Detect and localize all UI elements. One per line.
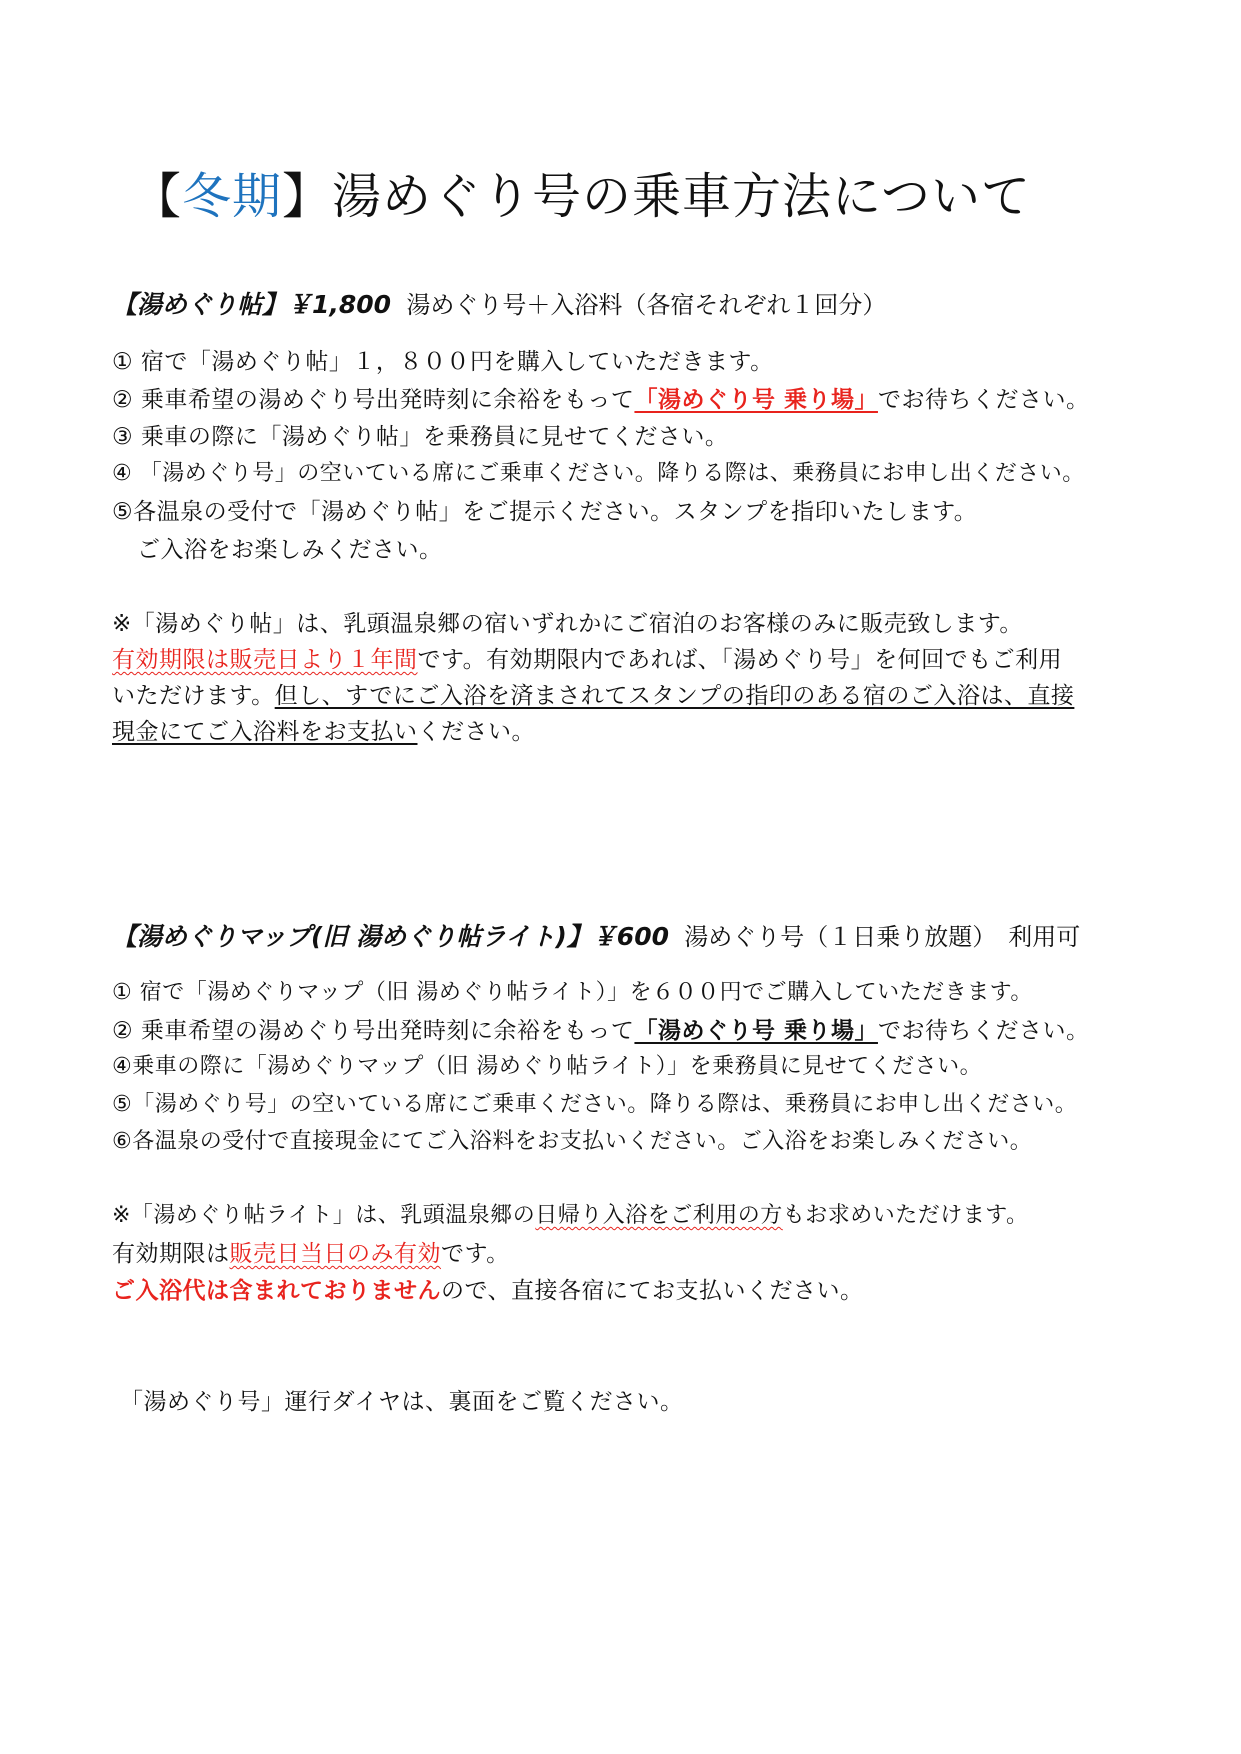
section2-step-2-text: ② 乗車希望の湯めぐり号出発時刻に余裕をもって [112,1018,635,1044]
section2-not-included: ご入浴代は含まれておりません [112,1278,441,1304]
section1-step-4: ④ 「湯めぐり号」の空いている席にご乗車ください。降りる際は、乗務員にお申し出ください。 [112,461,1085,486]
section1-step-2-end: でお待ちください。 [877,387,1090,413]
section1-note-4-underlined: 現金にてご入浴料をお支払い [112,719,418,745]
section1-boarding-place: 「湯めぐり号 乗り場」 [634,387,878,413]
section1-step-2-text: ② 乗車希望の湯めぐり号出発時刻に余裕をもって [112,387,635,413]
section2-step-1: ① 宿で「湯めぐりマップ（旧 湯めぐり帖ライト）」を６００円でご購入していただきます。 [112,980,1033,1005]
section1-note-2-text: です。有効期限内であれば、「湯めぐり号」を何回でもご利用 [417,647,1063,673]
title-open: 【 [132,168,183,225]
section2-note-3-text: ので、直接各宿にてお支払いください。 [441,1278,864,1304]
section2-note-1-end: もお求めいただけます。 [782,1203,1029,1228]
section1-heading-note: 湯めぐり号＋入浴料（各宿それぞれ１回分） [406,291,887,319]
section1-note-3-text: いただけます。 [112,683,275,709]
section1-step-5-cont: ご入浴をお楽しみください。 [137,537,443,563]
page-title [132,158,1031,228]
section1-step-5: ⑤各温泉の受付で「湯めぐり帖」をご提示ください。スタンプを指印いたします。 [112,499,978,525]
section2-step-3: ④乗車の際に「湯めぐりマップ（旧 湯めぐり帖ライト）」を乗務員に見せてください。 [112,1054,983,1079]
section2-heading-note: 湯めぐり号（１日乗り放題） 利用可 [684,923,1081,951]
section1-heading-product: 【湯めぐり帖】￥1,800 [112,290,392,319]
section1-note-4-text: ください。 [417,719,535,745]
section2-note-2 [112,1235,510,1268]
section1-note-2 [112,641,1062,674]
section1-step-2 [112,381,1089,414]
section2-step-2 [112,1012,1089,1045]
section2-step-4: ⑤「湯めぐり号」の空いている席にご乗車ください。降りる際は、乗務員にお申し出ください。 [112,1092,1078,1117]
section2-note-1-text: ※「湯めぐり帖ライト」は、乳頭温泉郷の [112,1203,536,1228]
section2-step-5: ⑥各温泉の受付で直接現金にてご入浴料をお支払いください。ご入浴をお楽しみください。 [112,1129,1033,1154]
section1-heading [112,285,886,321]
section1-step-1: ① 宿で「湯めぐり帖」１，８００円を購入していただきます。 [112,349,774,375]
section2-step-2-end: でお待ちください。 [877,1018,1090,1044]
section2-heading [112,917,1080,953]
section2-note-2-text: 有効期限は [112,1241,230,1267]
title-rest: 】湯めぐり号の乗車方法について [282,168,1032,225]
section2-note-3 [112,1272,864,1305]
footer-note: 「湯めぐり号」運行ダイヤは、裏面をご覧ください。 [120,1389,684,1415]
section2-validity: 販売日当日のみ有効 [229,1241,441,1267]
section2-boarding-place: 「湯めぐり号 乗り場」 [634,1018,878,1044]
section1-validity: 有効期限は販売日より１年間 [112,647,418,673]
section1-note-4 [112,713,535,746]
section1-step-3: ③ 乗車の際に「湯めぐり帖」を乗務員に見せてください。 [112,424,729,450]
section1-note-3 [112,677,1074,710]
section1-note-1: ※「湯めぐり帖」は、乳頭温泉郷の宿いずれかにご宿泊のお客様のみに販売致します。 [112,611,1023,637]
section2-note-1 [112,1198,1029,1229]
section2-heading-product: 【湯めぐりマップ(旧 湯めぐり帖ライト)】￥600 [112,922,669,951]
section2-day-trip: 日帰り入浴をご利用の方 [535,1203,783,1228]
section1-note-3-underlined: 但し、すでにご入浴を済まされてスタンプの指印のある宿のご入浴は、直接 [274,683,1075,709]
section2-note-2-end: です。 [441,1241,510,1267]
title-season: 冬期 [182,168,283,225]
